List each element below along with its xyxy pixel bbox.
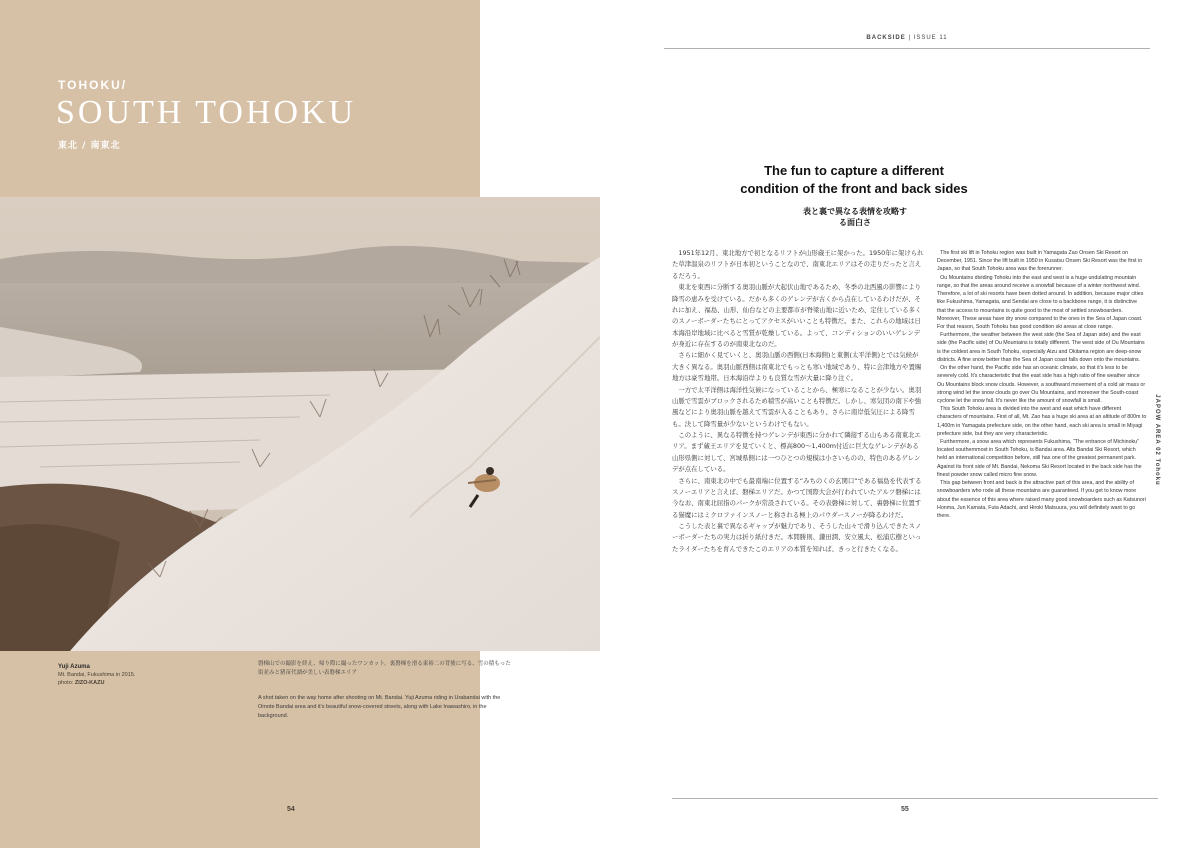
page-number-right: 55	[901, 806, 909, 813]
photographer-name: ZIZO-KAZU	[74, 680, 105, 686]
magazine-name: BACKSIDE	[866, 35, 906, 41]
photographer-line	[58, 679, 218, 687]
feature-photo	[0, 197, 600, 651]
page-number-left: 54	[287, 806, 295, 813]
caption-location: Mt. Bandai, Fukushima in 2015.	[58, 672, 136, 678]
paragraph-jp: このように、異なる特徴を持つゲレンデが東西に分かれて隣接する山もある南東北エリア。まず蔵王エリアを見ていくと、標高800〜1,400m付近に巨大なゲレンデがある山形県側に対して、宮城県側には一つひとつの規模は小さいものの、特色のあるゲレンデが点在している。	[672, 431, 921, 474]
paragraph-en: This South Tohoku area is divided into the west and east which have different characters of mountains. First of all, Mt. Zao has a huge ski area at an altitude of 800m to 1,400m in Yamagata prefecture side, on the other hand, each ski area is small in Miyagi prefecture side, but they are very characteristic.	[937, 406, 1147, 437]
photo-credit	[58, 663, 218, 687]
photographer-label: photo:	[58, 680, 74, 686]
paragraph-en: Furthermore, a snow area which represents Fukushima, “The entrance of Michinoku” located southernmost in South Tohoku, is Bandai area. Alts Bandai Ski Resort, which held an international competition before, still has one of the greatest permanent park. Against its front side of Mt. Bandai, Nekoma Ski Resort located in the back side has the finest powder snow called micro fine snow.	[937, 439, 1142, 478]
vertical-section-label: JAPOW AREA 02 Tohoku	[1154, 394, 1160, 486]
footer-rule	[672, 798, 1158, 799]
section-label: TOHOKU/	[58, 78, 128, 92]
paragraph-en: On the other hand, the Pacific side has an oceanic climate, so that it's less to be severely cold. It's characteristic that the east side has a high ratio of fine weather since Ou Mountains block snow clouds. However, a southward movement of a cold air mass or strong wind let the snow clouds go over Ou Mountains, and moreover the South-coast cyclone let the snow fall. It's never like the amount of snowfall is small.	[937, 365, 1146, 404]
running-header	[664, 30, 1150, 49]
paragraph-jp: こうした表と裏で異なるギャップが魅力であり、そうした山々で滑り込んできたスノーボーダーたちの実力は折り紙付きだ。本間勝則、鎌田潤、安立風太、松浦広樹といったライダーたちを育んできたこのエリアの本質を知れば、きっと行きたくなる。	[672, 522, 922, 553]
paragraph-jp: 一方で太平洋側は海洋性気候になっていることから、極寒になることが少ない。奥羽山脈で雪雲がブロックされるため積雪が高いことも特徴だ。しかし、寒気団の南下や強風などにより奥羽山脈を越えて雪雲が入ることもあり、さらに南岸低気圧による降雪も。決して降雪量が少ないというわけでもない。	[672, 385, 922, 428]
article-headline: The fun to capture a different condition of the front and back sides	[740, 163, 968, 196]
caption-text-en: A shot taken on the way home after shooting on Mt. Bandai. Yuji Azuma riding in Urabandai with the Omote Bandai area and it's beautiful snow-covered streets, along with Lake Inawashiro, in the background.	[258, 695, 501, 719]
rider-name: Yuji Azuma	[58, 664, 90, 670]
paragraph-en: Furthermore, the weather between the west side (the Sea of Japan side) and the east side (the Pacific side) of Ou Mountains is totally different. The west side of Ou Mountains is the coldest area in South Tohoku, especially Aizu and Okitama region are deep-snow districts. A fine snow better than the Sea of Japan coast falls down onto the mountains.	[937, 332, 1145, 363]
body-text-jp	[672, 248, 924, 555]
header-text	[664, 35, 1150, 41]
photo-caption	[258, 660, 514, 721]
section-title: SOUTH TOHOKU	[56, 94, 357, 131]
paragraph-jp: さらに細かく見ていくと、奥羽山脈の西側(日本海側)と東側(太平洋側)とでは気候が大きく異なる。奥羽山脈西側は南東北でもっとも寒い地域であり、特に会津地方や置賜地方は豪雪地帯。日本海沿岸よりも良質な雪が大量に降り注ぐ。	[672, 351, 922, 383]
body-text-en	[937, 249, 1147, 520]
paragraph-en: This gap between front and back is the attractive part of this area, and the ability of snowboarders who rode all these mountains are guaranteed. If you get to know more about the essence of this area where raised many good snowboarders such as Katsunori Honma, Jun Kamata, Futa Adachi, and Hiroki Matsuura, you will definitely want to go there.	[937, 480, 1146, 519]
caption-text-jp: 磐梯山での撮影を終え、帰り際に撮ったワンカット。裏磐梯を滑る東裕二の背後に写る、雪の積もった街並みと猪苗代湖が美しい表磐梯エリア	[258, 661, 511, 676]
paragraph-en: The first ski lift in Tohoku region was built in Yamagata Zao Onsen Ski Resort on December, 1951. Since the lift built in 1950 in Kusatsu Onsen Ski Resort was the first in Japan, so that South Tohoku area was the forerunner.	[937, 250, 1143, 273]
paragraph-jp: さらに、南東北の中でも最南端に位置する“みちのくの玄関口”である福島を代表するスノーエリアと言えば、磐梯エリアだ。かつて国際大会が行われていたアルツ磐梯には今なお、南東北屈指のパークが常設されている。その表磐梯に対して、裏磐梯に位置する猫魔にはミクロファインスノーと称される極上のパウダースノーが降るわけだ。	[672, 476, 922, 519]
article-subheadline-jp: 表と裏で異なる表情を攻略する面白さ	[803, 207, 907, 227]
section-title-jp: 東北 / 南東北	[58, 141, 121, 151]
header-divider: |	[908, 35, 914, 41]
paragraph-en: Ou Mountains dividing Tohoku into the east and west is a huge undulating mountain range, so that the areas around receive a snowfall because of a winter northwest wind. Therefore, a lot of ski resorts have been dotted around. In addition, because major cities like Fukushima, Yamagata, and Sendai are close to a backbone range, it is distinctive that the access to mountains is quite good to the most of settled snowboarders. Moreover, These areas have dry snow compared to the ones in the Sea of Japan coast. For that reason, South Tohoku has good condition ski areas at close range.	[937, 274, 1144, 330]
issue-label: ISSUE 11	[913, 35, 948, 41]
paragraph-jp: 東北を東西に分断する奥羽山脈が大起伏山地であるため、冬季の北西風の影響により降雪の恵みを受けている。だから多くのゲレンデが古くから点在しているわけだが、それに加え、福島、山形、仙台などの主要都市が脊梁山地に近いため、定住している多くのスノーボーダーたちにとってアクセスがいいことも特徴だ。また、これらの地域は日本海沿岸地域に比べると雪質が乾燥している。よって、コンディションのいいゲレンデが身近に存在するのが南東北なのだ。	[672, 283, 922, 348]
paragraph-jp: 1951年12月、東北地方で初となるリフトが山形蔵王に架かった。1950年に架けられた草津温泉のリフトが日本初ということなので、南東北エリアはその走りだったと言えるだろう。	[672, 249, 924, 280]
